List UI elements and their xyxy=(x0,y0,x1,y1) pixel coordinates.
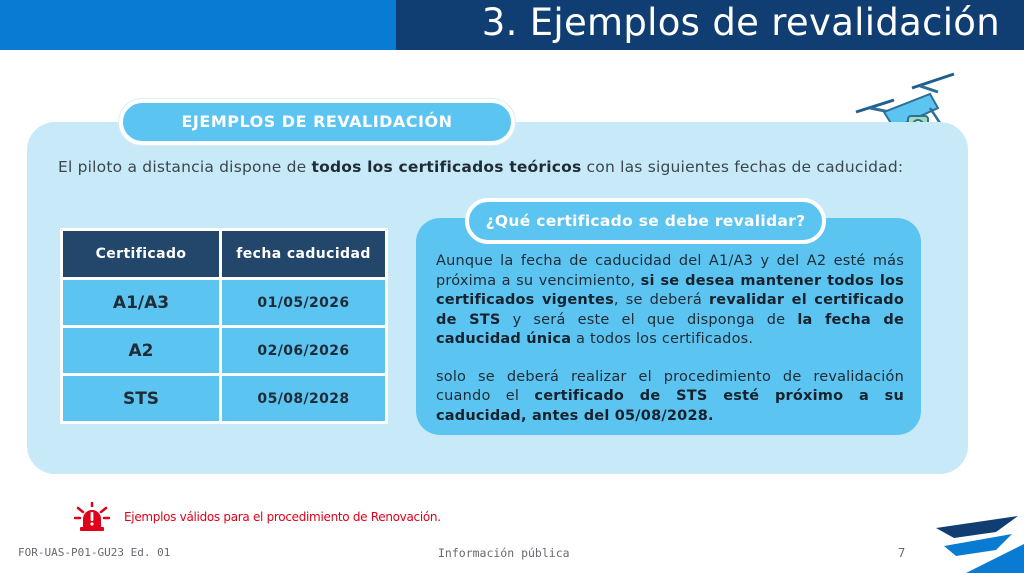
intro-bold: todos los certificados teóricos xyxy=(311,158,582,176)
table-row xyxy=(63,280,385,325)
intro-text xyxy=(58,158,958,176)
table-header-row xyxy=(63,231,385,277)
certificate-cell: STS xyxy=(63,376,219,421)
certificate-cell: A2 xyxy=(63,328,219,373)
answer-p1-bold-3: la fecha de caducidad única xyxy=(436,311,904,347)
column-header-expiry: fecha caducidad xyxy=(222,231,385,277)
agency-logo xyxy=(926,510,1024,573)
intro-suffix: con las siguientes fechas de caducidad: xyxy=(581,158,904,176)
certificate-cell: A1/A3 xyxy=(63,280,219,325)
answer-p1-bold-1: si se desea mantener todos los certificados vigentes xyxy=(436,272,904,308)
expiry-cell: 05/08/2028 xyxy=(222,376,385,421)
intro-prefix: El piloto a distancia dispone de xyxy=(58,158,312,176)
expiry-cell: 01/05/2026 xyxy=(222,280,385,325)
slide-title: 3. Ejemplos de revalidación xyxy=(481,1,1000,44)
page-number: 7 xyxy=(898,546,906,560)
table-row xyxy=(63,328,385,373)
answer-p1-text-3: y será este el que disponga de xyxy=(500,311,798,328)
table-row xyxy=(63,376,385,421)
answer-p1-text-2: , se deberá xyxy=(613,292,709,308)
header-bar-left xyxy=(0,0,396,50)
answer-p2-bold-1: certificado de STS esté próximo a su caducidad, antes del 05/08/2028. xyxy=(436,388,904,424)
warning-text: Ejemplos válidos para el procedimiento de Renovación. xyxy=(124,510,441,524)
column-header-certificate: Certificado xyxy=(63,231,219,277)
footer-document-code: FOR-UAS-P01-GU23 Ed. 01 xyxy=(18,546,171,559)
expiry-cell: 02/06/2026 xyxy=(222,328,385,373)
answer-p1-bold-2: revalidar el certificado de STS xyxy=(436,292,904,328)
answer-paragraph-1 xyxy=(436,252,904,350)
answer-paragraph-2 xyxy=(436,368,904,427)
alarm-icon xyxy=(74,502,110,532)
section-title: EJEMPLOS DE REVALIDACIÓN xyxy=(119,99,515,145)
certificates-table xyxy=(60,228,388,424)
question-pill: ¿Qué certificado se debe revalidar? xyxy=(465,198,826,244)
answer-p1-text-4: a todos los certificados. xyxy=(571,331,754,347)
answer-text xyxy=(436,252,904,426)
answer-p2-text-1: solo se deberá realizar el procedimiento de revalidación cuando el xyxy=(436,368,904,404)
answer-p1-text-1: Aunque la fecha de caducidad del A1/A3 y del A2 esté más próxima a su vencimiento, xyxy=(436,253,904,289)
footer-classification: Información pública xyxy=(438,546,570,560)
